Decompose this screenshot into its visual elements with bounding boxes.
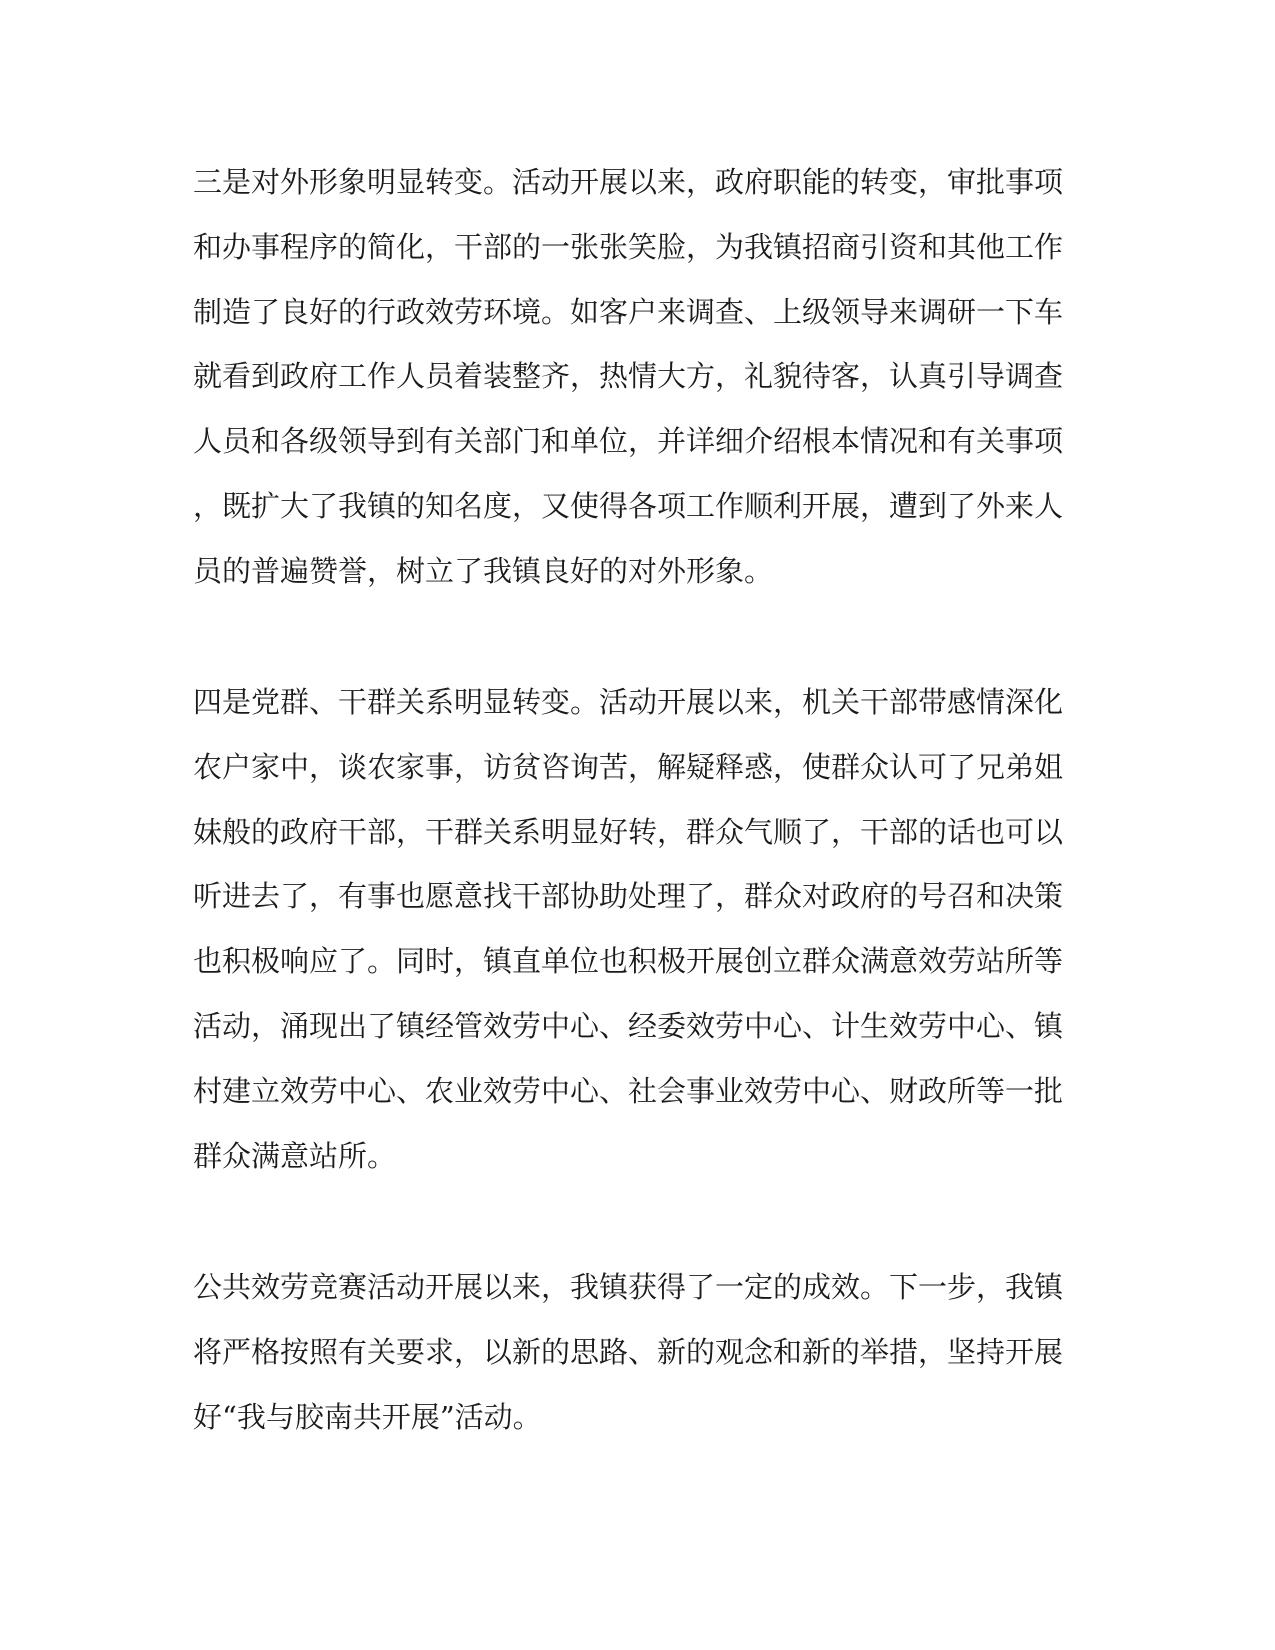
text-line: 将严格按照有关要求，以新的思路、新的观念和新的举措，坚持开展: [193, 1334, 1064, 1369]
text-line: 妹般的政府干部，干群关系明显好转，群众气顺了，干部的话也可以: [193, 814, 1064, 849]
text-line: 听进去了，有事也愿意找干部协助处理了，群众对政府的号召和决策: [193, 879, 1064, 914]
text-line: 人员和各级领导到有关部门和单位，并详细介绍根本情况和有关事项: [193, 424, 1064, 459]
text-line: 农户家中，谈农家事，访贫咨询苦，解疑释惑，使群众认可了兄弟姐: [193, 749, 1064, 784]
text-line: 员的普遍赞誉，树立了我镇良好的对外形象。: [193, 553, 774, 588]
text-line: 制造了良好的行政效劳环境。如客户来调查、上级领导来调研一下车: [193, 294, 1064, 329]
paragraph-party-relations: [193, 670, 1093, 1188]
text-line: 村建立效劳中心、农业效劳中心、社会事业效劳中心、财政所等一批: [193, 1073, 1064, 1108]
text-line: 群众满意站所。: [193, 1138, 397, 1173]
text-line: 也积极响应了。同时，镇直单位也积极开展创立群众满意效劳站所等: [193, 944, 1064, 979]
text-line: 和办事程序的简化，干部的一张张笑脸，为我镇招商引资和其他工作: [193, 229, 1064, 264]
paragraph-external-image: [193, 150, 1093, 604]
text-line: 三是对外形象明显转变。活动开展以来，政府职能的转变，审批事项: [193, 165, 1064, 199]
paragraph-conclusion: [193, 1255, 1093, 1449]
text-line: 好“我与胶南共开展”活动。: [193, 1399, 542, 1434]
text-line: 就看到政府工作人员着装整齐，热情大方，礼貌待客，认真引导调查: [193, 359, 1064, 394]
text-line: 公共效劳竞赛活动开展以来，我镇获得了一定的成效。下一步，我镇: [193, 1270, 1064, 1304]
text-line: 四是党群、干群关系明显转变。活动开展以来，机关干部带感情深化: [193, 685, 1064, 719]
text-line: ，既扩大了我镇的知名度，又使得各项工作顺利开展，遭到了外来人: [193, 488, 1064, 523]
text-line: 活动，涌现出了镇经管效劳中心、经委效劳中心、计生效劳中心、镇: [193, 1008, 1064, 1043]
